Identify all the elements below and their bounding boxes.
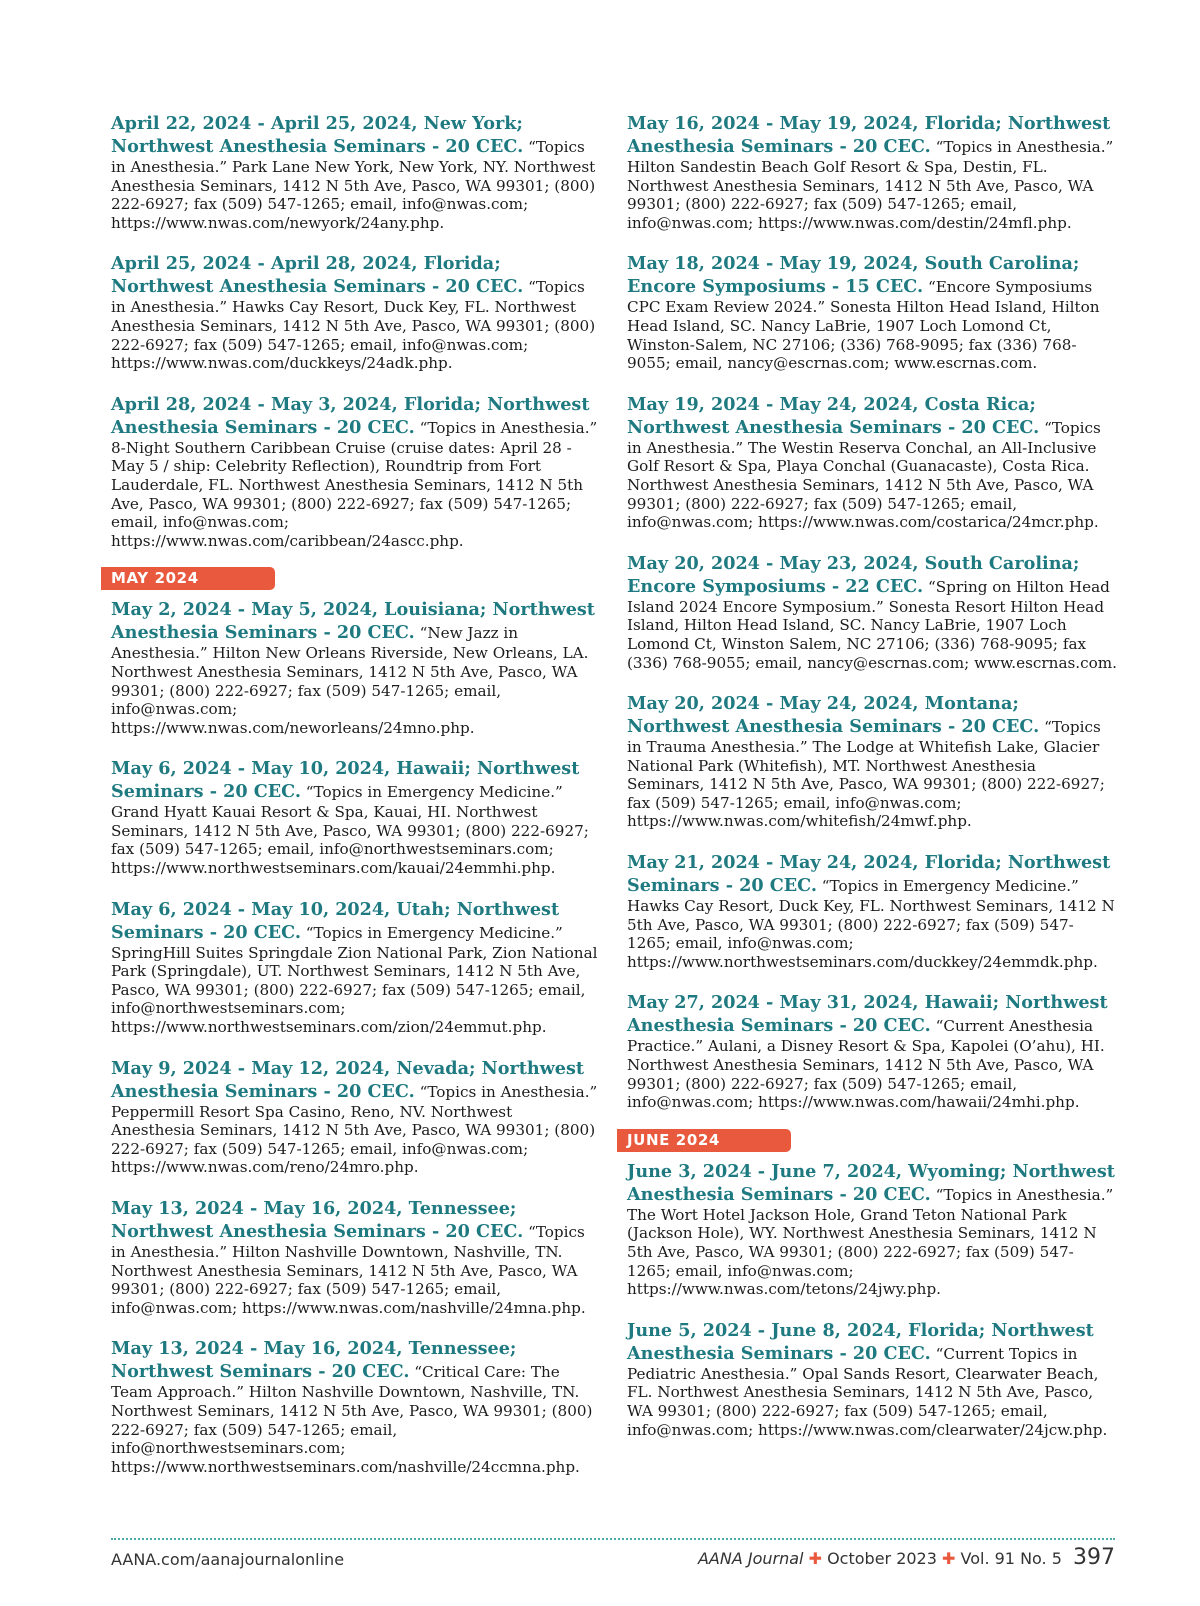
entry-description: “Topics in Anesthesia.” Hilton Sandestin Beach Golf Resort & Spa, Destin, FL. Northwest Anesthesia Seminars, 1412 N 5th Ave, Pasco, WA 99301; (800) 222-6927; fax (509) 547-1265; email, info@nwas.com; https://www.nwas.com/destin/24mfl.php.: [627, 138, 1114, 232]
entry-description: “Spring on Hilton Head Island 2024 Encore Symposium.” Sonesta Resort Hilton Head Island, Hilton Head Island, SC. Nancy LaBrie, 1907 Loch Lomond Ct, Winston Salem, NC 27106; (336) 768-9095; fax (336) 768-9055; email, nancy@escrnas.com; www.escrnas.com.: [627, 577, 1117, 672]
entry-heading: May 19, 2024 - May 24, 2024, Costa Rica; Northwest Anesthesia Seminars - 20 CEC.: [627, 393, 1040, 438]
entry-description: “Topics in Anesthesia.” The Wort Hotel Jackson Hole, Grand Teton National Park (Jackson Hole), WY. Northwest Anesthesia Seminars, 1412 N 5th Ave, Pasco, WA 99301; (800) 222-6927; fax (509) 547-1265; email, info@nwas.com; https://www.nwas.com/tetons/24jwy.php.: [627, 1185, 1114, 1299]
entry: [111, 898, 601, 1037]
right-column: [627, 112, 1117, 1459]
entry-description: “Current Anesthesia Practice.” Aulani, a Disney Resort & Spa, Kapolei (O’ahu), HI. Northwest Anesthesia Seminars, 1412 N 5th Ave, Pasco, WA 99301; (800) 222-6927; fax (509) 547-1265; email, info@nwas.com; https://www.nwas.com/hawaii/24mhi.php.: [627, 1017, 1105, 1112]
entry: [627, 991, 1117, 1111]
plus-icon: ✚: [808, 1549, 822, 1568]
entry-heading: June 5, 2024 - June 8, 2024, Florida; Northwest Anesthesia Seminars - 20 CEC.: [627, 1319, 1094, 1364]
entry-heading: April 28, 2024 - May 3, 2024, Florida; Northwest Anesthesia Seminars - 20 CEC.: [111, 393, 590, 438]
entry: [627, 1160, 1117, 1299]
entry: [627, 393, 1117, 532]
entry-description: “New Jazz in Anesthesia.” Hilton New Orleans Riverside, New Orleans, LA. Northwest Anesthesia Seminars, 1412 N 5th Ave, Pasco, WA 99301; (800) 222-6927; fax (509) 547-1265; email, info@nwas.com; https://www.nwas.com/neworleans/24mno.php.: [111, 624, 589, 737]
entry-description: “Encore Symposiums CPC Exam Review 2024.” Sonesta Hilton Head Island, Hilton Head Island, SC. Nancy LaBrie, 1907 Loch Lomond Ct, Winston-Salem, NC 27106; (336) 768-9095; fax (336) 768-9055; email, nancy@escrnas.com; www.escrnas.com.: [627, 278, 1100, 373]
entry-heading: May 13, 2024 - May 16, 2024, Tennessee; Northwest Seminars - 20 CEC.: [111, 1338, 517, 1383]
entry-heading: May 27, 2024 - May 31, 2024, Hawaii; Northwest Anesthesia Seminars - 20 CEC.: [627, 992, 1108, 1037]
entry: [111, 1057, 601, 1177]
entry-heading: April 25, 2024 - April 28, 2024, Florida; Northwest Anesthesia Seminars - 20 CEC.: [111, 253, 524, 298]
month-badge-june: JUNE 2024: [617, 1129, 791, 1152]
entry: [111, 757, 601, 877]
entry-heading: June 3, 2024 - June 7, 2024, Wyoming; Northwest Anesthesia Seminars - 20 CEC.: [627, 1160, 1115, 1205]
entry-heading: May 6, 2024 - May 10, 2024, Hawaii; Northwest Seminars - 20 CEC.: [111, 758, 580, 803]
entry: [627, 112, 1117, 232]
entry-description: “Topics in Emergency Medicine.” Grand Hyatt Kauai Resort & Spa, Kauai, HI. Northwest Seminars, 1412 N 5th Ave, Pasco, WA 99301; (800) 222-6927; fax (509) 547-1265; email, info@northwestseminars.com; https://www.northwestseminars.com/kauai/24emmhi.php.: [111, 783, 589, 878]
journal-name: AANA Journal: [697, 1549, 804, 1568]
entry-description: “Topics in Emergency Medicine.” Hawks Cay Resort, Duck Key, FL. Northwest Seminars, 1412 N 5th Ave, Pasco, WA 99301; (800) 222-6927; fax (509) 547-1265; email, info@nwas.com; https://www.northwestseminars.com/duckkey/24emmdk.php.: [627, 877, 1115, 971]
entry-description: “Topics in Anesthesia.” Hawks Cay Resort, Duck Key, FL. Northwest Anesthesia Seminars, 1412 N 5th Ave, Pasco, WA 99301; (800) 222-6927; fax (509) 547-1265; email, info@nwas.com; https://www.nwas.com/duckkeys/24adk.php.: [111, 278, 596, 373]
entry-heading: May 2, 2024 - May 5, 2024, Louisiana; Northwest Anesthesia Seminars - 20 CEC.: [111, 599, 595, 644]
volume-number: Vol. 91 No. 5: [960, 1549, 1062, 1568]
entry-description: “Topics in Anesthesia.” Hilton Nashville Downtown, Nashville, TN. Northwest Anesthesia Seminars, 1412 N 5th Ave, Pasco, WA 99301; (800) 222-6927; fax (509) 547-1265; email, info@nwas.com; https://www.nwas.com/nashville/24mna.php.: [111, 1223, 586, 1317]
left-column: [111, 112, 601, 1496]
plus-icon: ✚: [942, 1549, 956, 1568]
entry: [627, 252, 1117, 372]
entry: [627, 552, 1117, 672]
entry-description: “Topics in Emergency Medicine.” SpringHill Suites Springdale Zion National Park, Zion National Park (Springdale), UT. Northwest Seminars, 1412 N 5th Ave, Pasco, WA 99301; (800) 222-6927; fax (509) 547-1265; email, info@northwestseminars.com; https://www.northwestseminars.com/zion/24emmut.php.: [111, 923, 598, 1037]
entry: [627, 1319, 1117, 1439]
issue-date: October 2023: [827, 1549, 937, 1568]
entry: [111, 252, 601, 372]
footer-url: AANA.com/aanajournalonline: [111, 1550, 345, 1569]
entry: [627, 692, 1117, 831]
entry-description: “Topics in Anesthesia.” 8-Night Southern Caribbean Cruise (cruise dates: April 28 - May 5 / ship: Celebrity Reflection), Roundtrip from Fort Lauderdale, FL. Northwest Anesthesia Seminars, 1412 N 5th Ave, Pasco, WA 99301; (800) 222-6927; fax (509) 547-1265; email, info@nwas.com; https://www.nwas.com/caribbean/24ascc.php.: [111, 418, 598, 550]
entry-description: “Topics in Anesthesia.” The Westin Reserva Conchal, an All-Inclusive Golf Resort & Spa, Playa Conchal (Guanacaste), Costa Rica. Northwest Anesthesia Seminars, 1412 N 5th Ave, Pasco, WA 99301; (800) 222-6927; fax (509) 547-1265; email, info@nwas.com; https://www.nwas.com/costarica/24mcr.php.: [627, 418, 1101, 532]
footer-divider: [111, 1538, 1115, 1540]
entry: [111, 393, 601, 551]
entry: [111, 112, 601, 232]
entry: [111, 598, 601, 737]
entry-description: “Topics in Anesthesia.” Peppermill Resort Spa Casino, Reno, NV. Northwest Anesthesia Seminars, 1412 N 5th Ave, Pasco, WA 99301; (800) 222-6927; fax (509) 547-1265; email, info@nwas.com; https://www.nwas.com/reno/24mro.php.: [111, 1082, 598, 1177]
month-badge-may: MAY 2024: [101, 567, 275, 590]
entry-description: “Critical Care: The Team Approach.” Hilton Nashville Downtown, Nashville, TN. Northwest Seminars, 1412 N 5th Ave, Pasco, WA 99301; (800) 222-6927; fax (509) 547-1265; email, info@northwestseminars.com; https://www.northwestseminars.com/nashville/24ccmna.php.: [111, 1363, 593, 1476]
entry-heading: May 6, 2024 - May 10, 2024, Utah; Northwest Seminars - 20 CEC.: [111, 898, 560, 943]
entry-heading: May 16, 2024 - May 19, 2024, Florida; Northwest Anesthesia Seminars - 20 CEC.: [627, 113, 1111, 157]
entry-heading: May 9, 2024 - May 12, 2024, Nevada; Northwest Anesthesia Seminars - 20 CEC.: [111, 1057, 585, 1102]
page-number: 397: [1073, 1545, 1115, 1570]
entry: [111, 1337, 601, 1476]
entry-heading: April 22, 2024 - April 25, 2024, New York; Northwest Anesthesia Seminars - 20 CEC.: [111, 113, 524, 157]
entry-heading: May 20, 2024 - May 24, 2024, Montana; Northwest Anesthesia Seminars - 20 CEC.: [627, 693, 1040, 738]
entry-description: “Topics in Trauma Anesthesia.” The Lodge at Whitefish Lake, Glacier National Park (Whitefish), MT. Northwest Anesthesia Seminars, 1412 N 5th Ave, Pasco, WA 99301; (800) 222-6927; fax (509) 547-1265; email, info@nwas.com; https://www.nwas.com/whitefish/24mwf.php.: [627, 718, 1105, 831]
entry-heading: May 20, 2024 - May 23, 2024, South Carolina; Encore Symposiums - 22 CEC.: [627, 552, 1080, 597]
entry: [627, 851, 1117, 971]
footer-citation: [698, 1545, 1115, 1570]
entry-description: “Current Topics in Pediatric Anesthesia.” Opal Sands Resort, Clearwater Beach, FL. Northwest Anesthesia Seminars, 1412 N 5th Ave, Pasco, WA 99301; (800) 222-6927; fax (509) 547-1265; email, info@nwas.com; https://www.nwas.com/clearwater/24jcw.php.: [627, 1344, 1108, 1439]
entry-heading: May 18, 2024 - May 19, 2024, South Carolina; Encore Symposiums - 15 CEC.: [627, 253, 1080, 298]
entry-description: “Topics in Anesthesia.” Park Lane New York, New York, NY. Northwest Anesthesia Seminars, 1412 N 5th Ave, Pasco, WA 99301; (800) 222-6927; fax (509) 547-1265; email, info@nwas.com; https://www.nwas.com/newyork/24any.php.: [111, 138, 596, 232]
entry-heading: May 21, 2024 - May 24, 2024, Florida; Northwest Seminars - 20 CEC.: [627, 852, 1111, 897]
entry: [111, 1197, 601, 1317]
entry-heading: May 13, 2024 - May 16, 2024, Tennessee; Northwest Anesthesia Seminars - 20 CEC.: [111, 1198, 524, 1242]
